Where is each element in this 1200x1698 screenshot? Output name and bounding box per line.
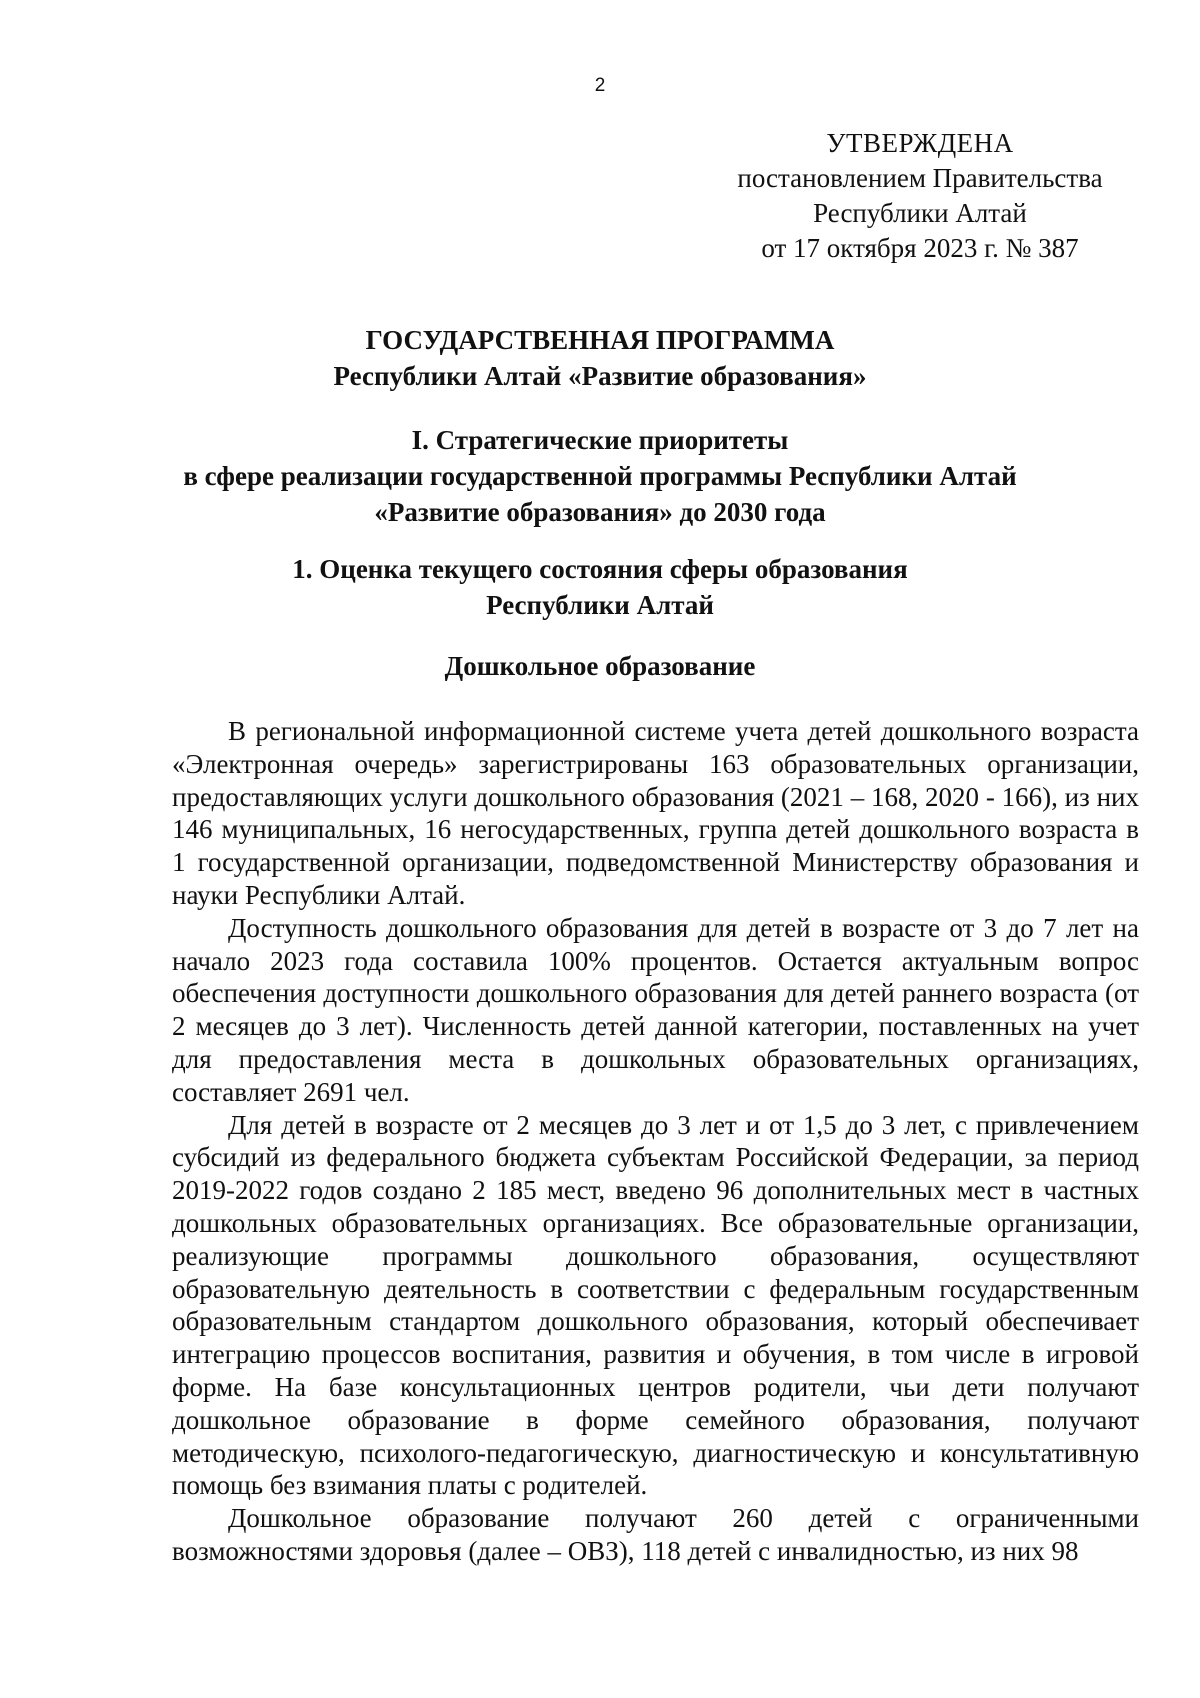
approval-stamp: [720, 126, 1120, 266]
approval-line-1: постановлением Правительства: [737, 163, 1103, 193]
section-heading-line-3: «Развитие образования» до 2030 года: [374, 497, 826, 527]
approval-line-3: от 17 октября 2023 г. № 387: [761, 233, 1079, 263]
approval-heading: УТВЕРЖДЕНА: [826, 128, 1014, 158]
paragraph: Для детей в возрасте от 2 месяцев до 3 лет и от 1,5 до 3 лет, с привлечением субсидий из федерального бюджета субъектам Российской Федерации, за период 2019-2022 годов создано 2 185 мест, введено 96 дополнительных мест в частных дошкольных образовательных организациях. Все образовательные организации, реализующие программы дошкольного образования, осуществляют образовательную деятельность в соответствии с федеральным государственным образовательным стандартом дошкольного образования, который обеспечивает интеграцию процессов воспитания, развития и обучения, в том числе в игровой форме. На базе консультационных центров родители, чьи дети получают дошкольное образование в форме семейного образования, получают методическую, психолого-педагогическую, диагностическую и консультативную помощь без взимания платы с родителей.: [172, 1109, 1139, 1501]
subsection-heading-line-2: Республики Алтай: [486, 590, 714, 620]
paragraph: Доступность дошкольного образования для детей в возрасте от 3 до 7 лет на начало 2023 года составила 100% процентов. Остается актуальным вопрос обеспечения доступности дошкольного образования для детей раннего возраста (от 2 месяцев до 3 лет). Численность детей данной категории, поставленных на учет для предоставления места в дошкольных образовательных организациях, составляет 2691 чел.: [172, 912, 1139, 1107]
program-title-line-1: ГОСУДАРСТВЕННАЯ ПРОГРАММА: [365, 325, 835, 355]
program-title-line-2: Республики Алтай «Развитие образования»: [333, 361, 867, 391]
approval-line-2: Республики Алтай: [813, 198, 1027, 228]
paragraph: В региональной информационной системе учета детей дошкольного возраста «Электронная очередь» зарегистрированы 163 образовательных организации, предоставляющих услуги дошкольного образования (2021 – 168, 2020 - 166), из них 146 муниципальных, 16 негосударственных, группа детей дошкольного возраста в 1 государственной организации, подведомственной Министерству образования и науки Республики Алтай.: [172, 716, 1139, 910]
paragraph: Дошкольное образование получают 260 детей с ограниченными возможностями здоровья (далее – ОВЗ), 118 детей с инвалидностью, из них 98: [172, 1503, 1139, 1566]
section-heading-line-2: в сфере реализации государственной программы Республики Алтай: [183, 461, 1017, 491]
subsection-heading: [0, 551, 1200, 623]
subsubsection-heading: [0, 648, 1200, 684]
subsubsection-title: Дошкольное образование: [444, 651, 756, 681]
section-heading: [0, 422, 1200, 530]
subsection-heading-line-1: 1. Оценка текущего состояния сферы образования: [292, 554, 908, 584]
section-heading-line-1: I. Стратегические приоритеты: [411, 425, 789, 455]
page-number: 2: [594, 75, 606, 96]
program-title: [0, 322, 1200, 394]
body-text: [172, 715, 1139, 1568]
